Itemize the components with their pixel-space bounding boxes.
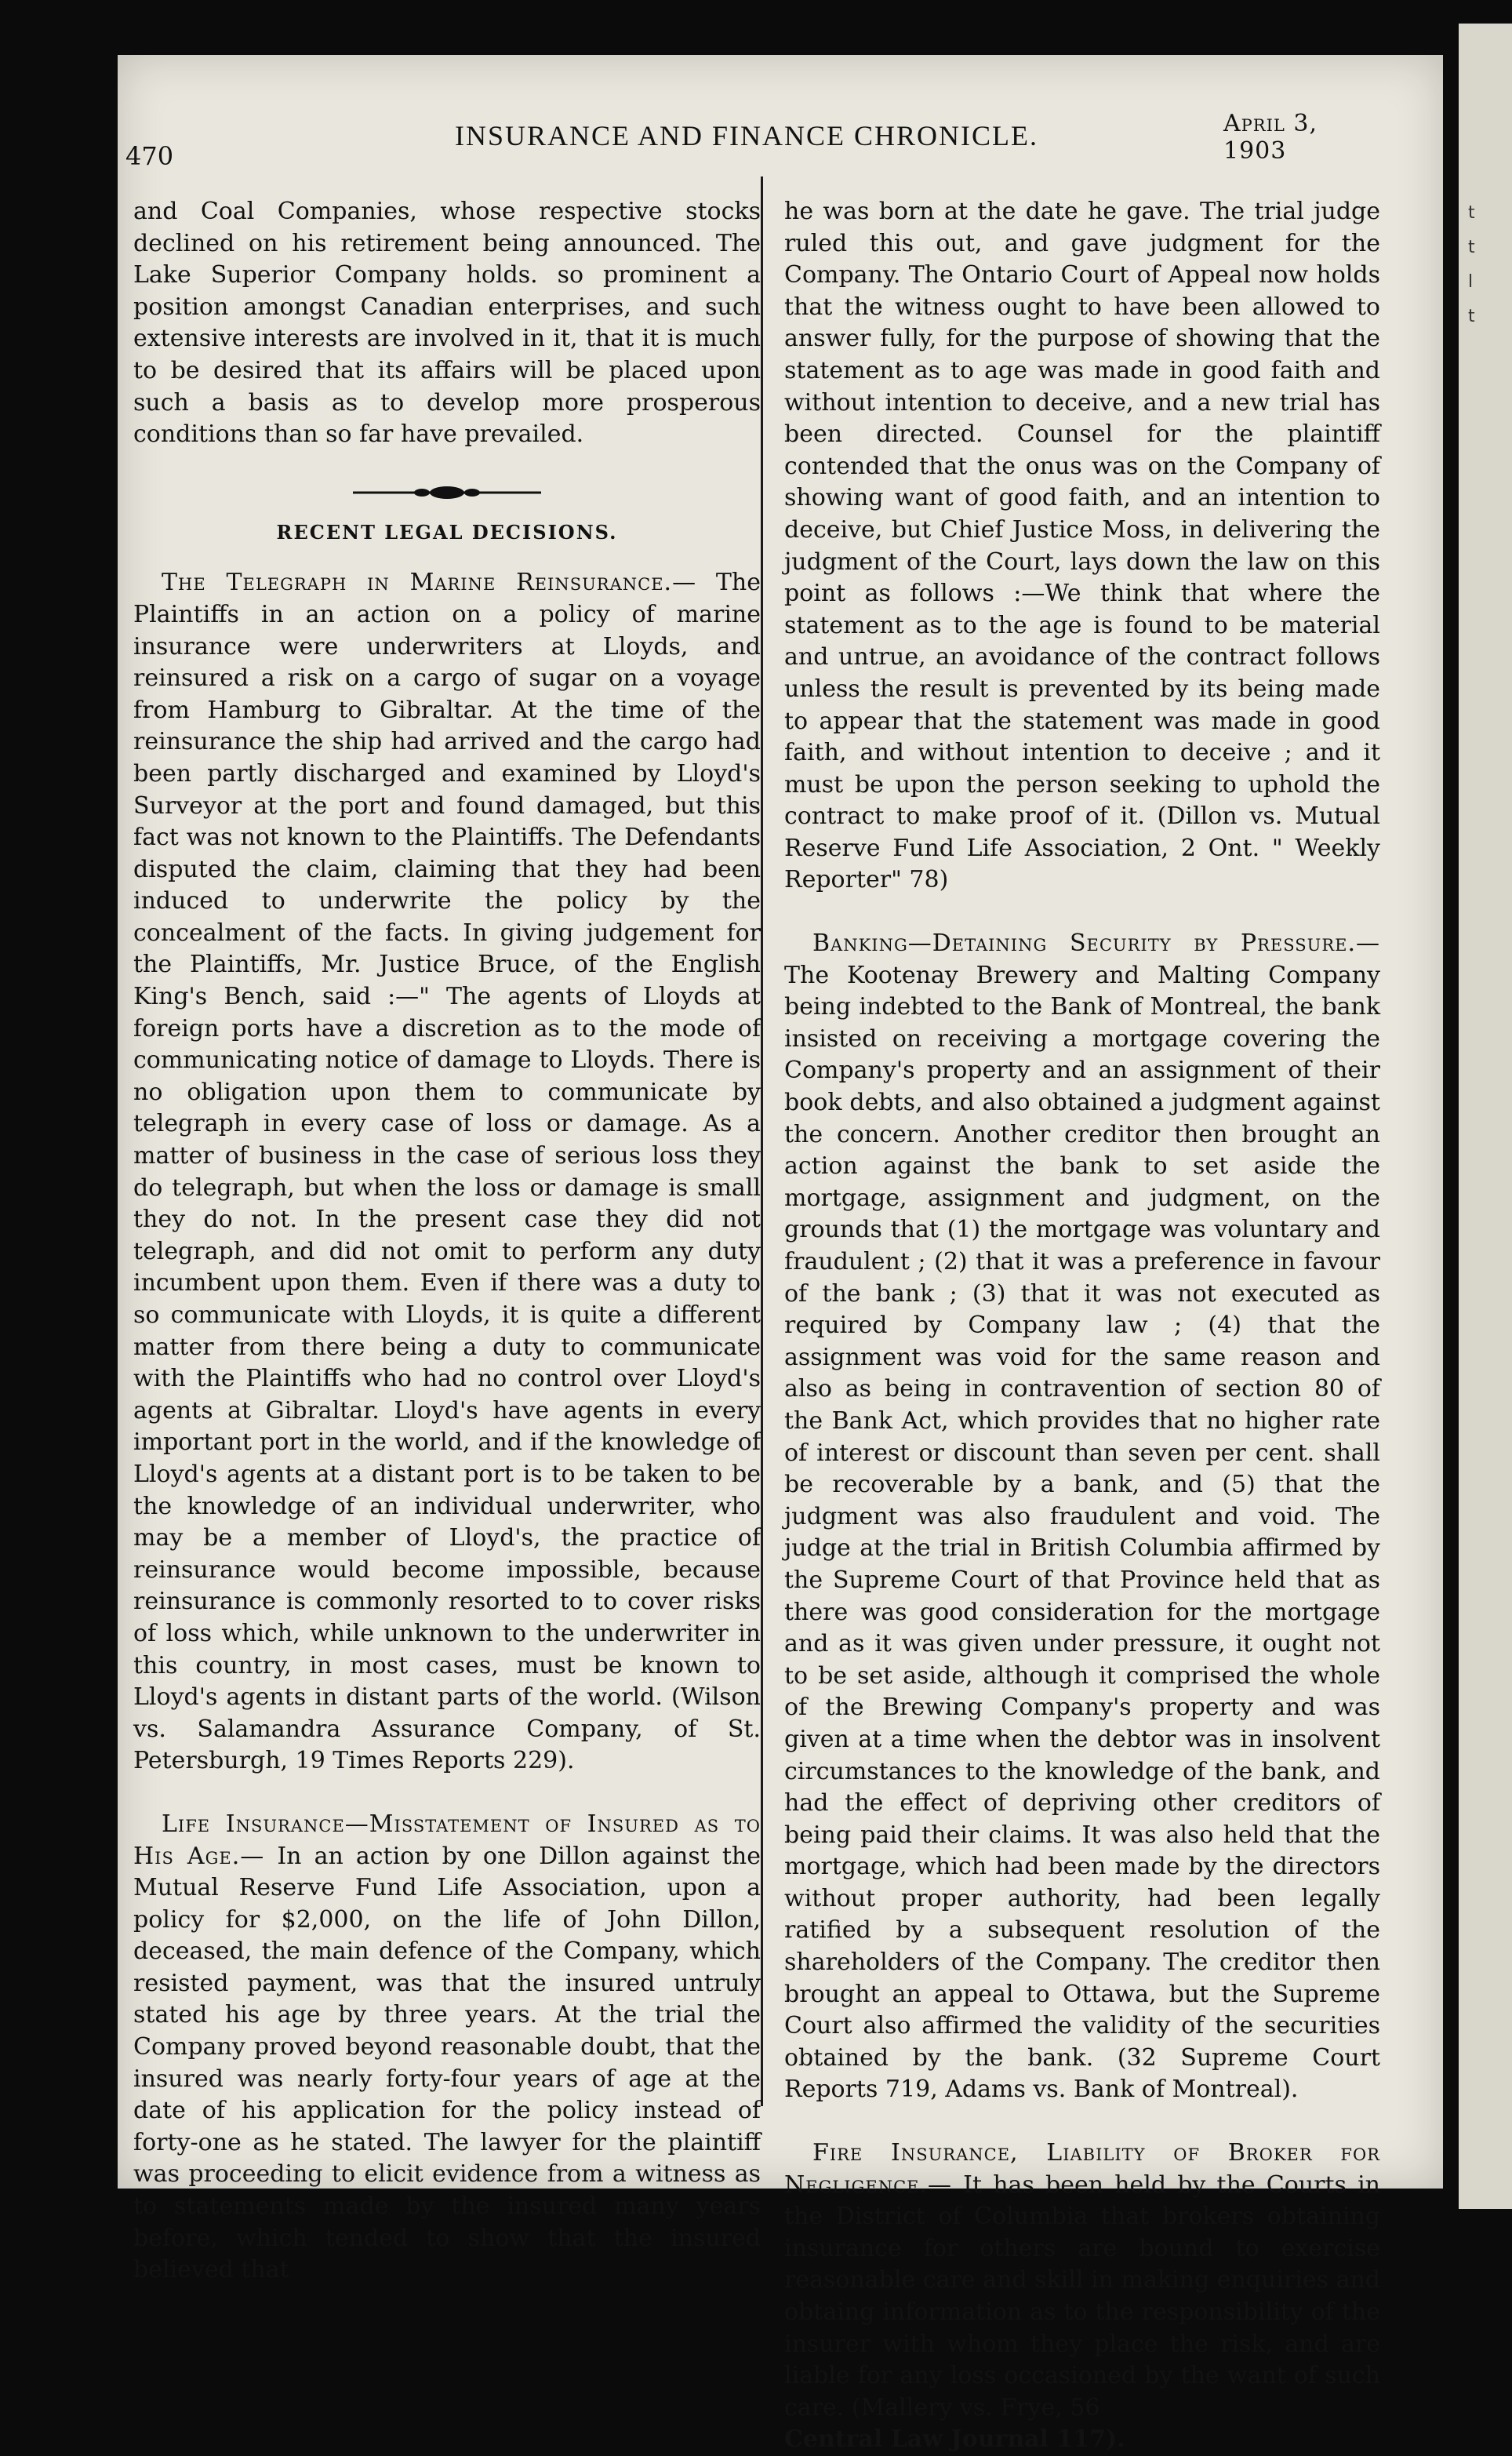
item-heading: Life Insurance—Misstatement of Insured as to His Age.— xyxy=(133,1810,761,1870)
item-body: It has been held by the Courts in the District of Columbia that brokers obtaining insurance for others are bound to exercise reasonable care and skill in making enquiries and obtaing information as to the responsibility of the insurer with whom they place the risk, and are liable for any loss occasioned by the want of such care. (Mallery vs. Frye, 56 xyxy=(784,2170,1380,2421)
banking-item xyxy=(784,928,1380,2106)
edge-mark: t xyxy=(1468,238,1475,257)
spacer xyxy=(784,2106,1380,2138)
right-column xyxy=(784,196,1380,2456)
article-continuation: he was born at the date he gave. The trial judge ruled this out, and gave judgment for the Company. The Ontario Court of Appeal now holds that the witness ought to have been allowed to answer fully, for the purpose of showing that the statement as to age was made in good faith and without intention to deceive, and a new trial has been directed. Counsel for the plaintiff contended that the onus was on the Company of showing want of good faith, and an intention to deceive, but Chief Justice Moss, in delivering the judgment of the Court, lays down the law on this point as follows :—We think that where the statement as to the age is found to be material and untrue, an avoidance of the contract follows unless the result is prevented by its being made to appear that the statement was made in good faith, and without intention to deceive ; and it must be upon the person seeking to uphold the contract to make proof of it. (Dillon vs. Mutual Reserve Fund Life Association, 2 Ont. " Weekly Reporter" 78) xyxy=(784,198,1380,894)
spacer xyxy=(784,897,1380,928)
issue-date: April 3, 1903 xyxy=(1223,110,1318,165)
edge-mark: t xyxy=(1468,307,1475,326)
item-body: The Plaintiffs in an action on a policy of marine insurance were underwriters at Lloyds, and reinsured a risk on a cargo of sugar on a voyage from Hamburg to Gibraltar. At the time of the reinsurance the ship had arrived and the cargo had been partly discharged and examined by Lloyd's Surveyor at the port and found damaged, but this fact was not known to the Plaintiffs. The Defendants disputed the claim, claiming that they had been induced to underwrite the policy by the concealment of the facts. In giving judgement for the Plaintiffs, Mr. Justice Bruce, of the English King's Bench, said :—" The agents of Lloyds at foreign ports have a discretion as to the mode of communicating notice of damage to Lloyds. There is no obligation upon them to communicate by telegraph in every case of loss or damage. As a matter of business in the case of serious loss they do telegraph, but when the loss or damage is small they do not. In the present case they did not telegraph, and did not omit to perform any duty incumbent upon them. Even if there was a duty to so communicate with Lloyds, it is quite a different matter from there being a duty to communicate with the Plaintiffs who had no control over Lloyd's agents at Gibraltar. Lloyd's have agents in every important port in the world, and if the knowledge of Lloyd's agents at a distant port is to be taken to be the knowledge of an individual underwriter, who may be a member of Lloyd's, the practice of reinsurance would become impossible, because reinsurance is commonly resorted to to cover risks of loss which, while unknown to the underwriter in this country, in most cases, must be known to Lloyd's agents in distant parts of the world. (Wilson vs. Salamandra Assurance Company, of St. Petersburgh, 19 Times Reports 229). xyxy=(133,569,761,1775)
item-body: The Kootenay Brewery and Malting Company being indebted to the Bank of Montreal, the bank insisted on receiving a mortgage covering the Company's property and an assignment of their book debts, and also obtained a judgment against the concern. Another creditor then brought an action against the bank to set aside the mortgage, assignment and judgment, on the grounds that (1) the mortgage was voluntary and fraudulent ; (2) that it was a preference in favour of the bank ; (3) that it was not executed as required by Company law ; (4) that the assignment was void for the same reason and also as being in contravention of section 80 of the Bank Act, which provides that no higher rate of interest or discount than seven per cent. shall be recoverable by a bank, and (5) that the judgment was also fraudulent and void. The judge at the trial in British Columbia affirmed by the Supreme Court of that Province held that as there was good consideration for the mortgage and as it was given under pressure, it ought not to be set aside, although it comprised the whole of the Brewing Company's property and was given at a time when the debtor was in insolvent circumstances to the knowledge of the bank, and had the effect of depriving other creditors of being paid their claims. It was also held that the mortgage, which had been made by the directors without proper authority, had been legally ratified by a subsequent resolution of the shareholders of the Company. The creditor then brought an appeal to Ottawa, but the Supreme Court also affirmed the validity of the securities obtained by the bank. (32 Supreme Court Reports 719, Adams vs. Bank of Montreal). xyxy=(784,961,1380,2104)
item-heading: Fire Insurance, Liability of Broker for Negligence.— xyxy=(784,2139,1380,2199)
column-divider xyxy=(761,176,763,2106)
item-body: In an action by one Dillon against the Mutual Reserve Fund Life Association, upon a policy for $2,000, on the life of John Dillon, deceased, the main defence of the Company, which resisted payment, was that the insured untruly stated his age by three years. At the trial the Company proved beyond reasonable doubt, that the insured was nearly forty-four years of age at the date of his application for the policy instead of forty-one as he stated. The lawyer for the plaintiff was proceeding to elicit evidence from a witness as to statements made by the insured many years before, which tended to show that the insured believed that xyxy=(133,1842,761,2284)
left-column xyxy=(133,196,761,2287)
next-page-edge-text xyxy=(1468,196,1499,353)
edge-mark: l xyxy=(1468,272,1474,292)
page-number: 470 xyxy=(125,141,174,171)
article-continuation: and Coal Companies, whose respective stocks declined on his retirement being announced. The Lake Superior Company holds. so prominent a position amongst Canadian enterprises, and such extensive interests are involved in it, that it is much to be desired that its affairs will be placed upon such a basis as to develop more prosperous conditions than so far have prevailed. xyxy=(133,198,761,449)
journal-title: INSURANCE AND FINANCE CHRONICLE. xyxy=(455,120,1039,151)
fire-insurance-item xyxy=(784,2138,1380,2424)
section-title: RECENT LEGAL DECISIONS. xyxy=(276,520,618,544)
spacer xyxy=(133,1777,761,1809)
telegraph-item xyxy=(133,567,761,1777)
item-heading: Banking—Detaining Security by Pressure.— xyxy=(812,930,1380,958)
divider-ornament xyxy=(353,481,541,504)
edge-mark: t xyxy=(1468,203,1475,223)
running-header xyxy=(125,110,1380,171)
item-heading: The Telegraph in Marine Reinsurance.— xyxy=(162,569,697,597)
citation-end: Central Law Journal 117). xyxy=(784,2425,1125,2454)
life-insurance-item xyxy=(133,1809,761,2287)
